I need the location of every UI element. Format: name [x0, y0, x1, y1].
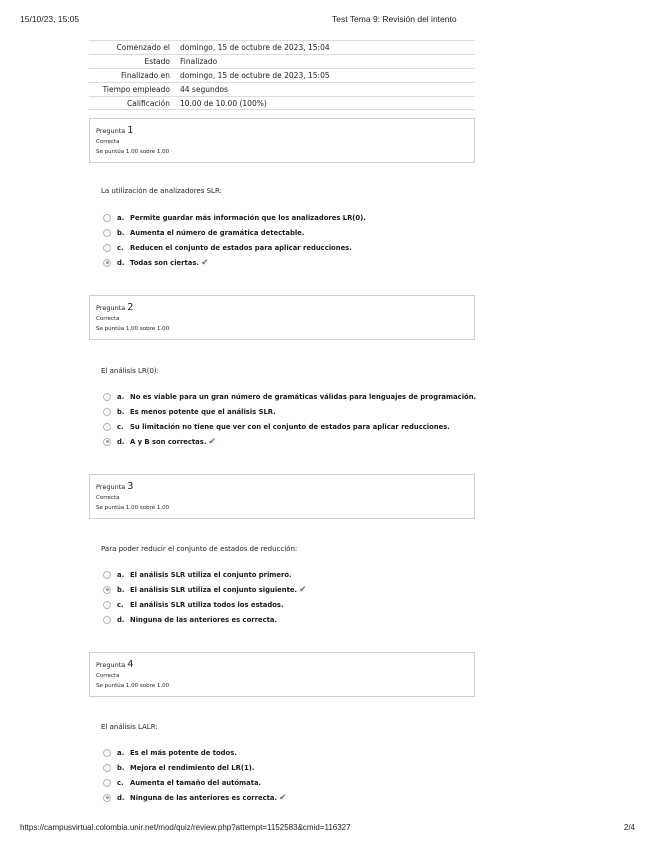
- radio-button[interactable]: [103, 779, 111, 787]
- answer-option[interactable]: b. Mejora el rendimiento del LR(1).: [103, 760, 287, 775]
- question-info-2: [89, 295, 475, 340]
- question-text-2: El análisis LR(0):: [101, 367, 159, 375]
- summary-row: [89, 40, 475, 54]
- summary-label: Estado: [144, 57, 170, 66]
- print-footer: [20, 823, 635, 837]
- question-grade: Se puntúa 1.00 sobre 1.00: [96, 683, 170, 689]
- answer-option-selected[interactable]: b. El análisis SLR utiliza el conjunto siguiente. ✔: [103, 582, 307, 597]
- radio-button[interactable]: [103, 571, 111, 579]
- radio-button-checked[interactable]: [103, 586, 111, 594]
- answer-option-selected[interactable]: d. Todas son ciertas. ✔: [103, 255, 366, 270]
- correct-check-icon: ✔: [279, 792, 287, 803]
- summary-label: Tiempo empleado: [102, 85, 170, 94]
- answer-option[interactable]: a. Permite guardar más información que los analizadores LR(0).: [103, 210, 366, 225]
- radio-button[interactable]: [103, 616, 111, 624]
- correct-check-icon: ✔: [208, 436, 216, 447]
- question-grade: Se puntúa 1.00 sobre 1.00: [96, 505, 170, 511]
- question-title: Pregunta 4: [96, 659, 134, 670]
- print-header: [20, 14, 635, 28]
- answer-option[interactable]: c. Su limitación no tiene que ver con el conjunto de estados para aplicar reducciones.: [103, 419, 476, 434]
- radio-button[interactable]: [103, 229, 111, 237]
- question-title: Pregunta 1: [96, 125, 134, 136]
- answer-option[interactable]: a. No es viable para un gran número de gramáticas válidas para lenguajes de programación.: [103, 389, 476, 404]
- summary-value: Finalizado: [180, 57, 218, 66]
- print-title: Test Tema 9: Revisión del intento: [332, 14, 457, 24]
- attempt-summary-table: [89, 40, 475, 110]
- answer-option[interactable]: b. Aumenta el número de gramática detectable.: [103, 225, 366, 240]
- radio-button-checked[interactable]: [103, 259, 111, 267]
- summary-value: domingo, 15 de octubre de 2023, 15:04: [180, 43, 330, 52]
- answer-option[interactable]: d. Ninguna de las anteriores es correcta.: [103, 612, 307, 627]
- summary-row: [89, 68, 475, 82]
- question-info-4: [89, 652, 475, 697]
- answer-option[interactable]: a. El análisis SLR utiliza el conjunto primero.: [103, 567, 307, 582]
- page-url[interactable]: https://campusvirtual.colombia.unir.net/mod/quiz/review.php?attempt=1152583&cmid=116327: [20, 823, 351, 832]
- answer-option[interactable]: c. Reducen el conjunto de estados para aplicar reducciones.: [103, 240, 366, 255]
- answer-option-selected[interactable]: d. Ninguna de las anteriores es correcta. ✔: [103, 790, 287, 805]
- radio-button[interactable]: [103, 601, 111, 609]
- summary-row: [89, 96, 475, 110]
- radio-button-checked[interactable]: [103, 438, 111, 446]
- answer-list-1: [103, 210, 366, 270]
- question-text-4: El análisis LALR:: [101, 723, 158, 731]
- question-grade: Se puntúa 1.00 sobre 1.00: [96, 149, 170, 155]
- question-title: Pregunta 3: [96, 481, 134, 492]
- question-title: Pregunta 2: [96, 302, 134, 313]
- correct-check-icon: ✔: [299, 584, 307, 595]
- answer-list-4: [103, 745, 287, 805]
- summary-value: 10.00 de 10.00 (100%): [180, 98, 267, 108]
- answer-list-3: [103, 567, 307, 627]
- radio-button[interactable]: [103, 408, 111, 416]
- question-info-1: [89, 118, 475, 163]
- radio-button[interactable]: [103, 393, 111, 401]
- summary-value: 44 segundos: [180, 85, 228, 94]
- answer-option[interactable]: a. Es el más potente de todos.: [103, 745, 287, 760]
- summary-label: Comenzado el: [116, 43, 170, 52]
- answer-option[interactable]: b. Es menos potente que el análisis SLR.: [103, 404, 476, 419]
- radio-button[interactable]: [103, 214, 111, 222]
- summary-label: Calificación: [127, 98, 170, 108]
- radio-button[interactable]: [103, 423, 111, 431]
- radio-button-checked[interactable]: [103, 794, 111, 802]
- answer-option-selected[interactable]: d. A y B son correctas. ✔: [103, 434, 476, 449]
- question-text-3: Para poder reducir el conjunto de estados de reducción:: [101, 545, 298, 553]
- summary-row: [89, 54, 475, 68]
- summary-row: [89, 82, 475, 96]
- question-state: Correcta: [96, 673, 120, 679]
- question-text-1: La utilización de analizadores SLR:: [101, 187, 222, 195]
- answer-option[interactable]: c. El análisis SLR utiliza todos los estados.: [103, 597, 307, 612]
- question-state: Correcta: [96, 316, 120, 322]
- summary-value: domingo, 15 de octubre de 2023, 15:05: [180, 71, 330, 80]
- print-date: 15/10/23, 15:05: [20, 14, 80, 24]
- radio-button[interactable]: [103, 749, 111, 757]
- answer-list-2: [103, 389, 476, 449]
- page-number: 2/4: [623, 823, 635, 832]
- question-grade: Se puntúa 1.00 sobre 1.00: [96, 326, 170, 332]
- radio-button[interactable]: [103, 764, 111, 772]
- summary-label: Finalizado en: [120, 71, 170, 80]
- answer-option[interactable]: c. Aumenta el tamaño del autómata.: [103, 775, 287, 790]
- radio-button[interactable]: [103, 244, 111, 252]
- correct-check-icon: ✔: [200, 257, 209, 268]
- question-info-3: [89, 474, 475, 519]
- question-state: Correcta: [96, 139, 120, 145]
- question-state: Correcta: [96, 495, 120, 501]
